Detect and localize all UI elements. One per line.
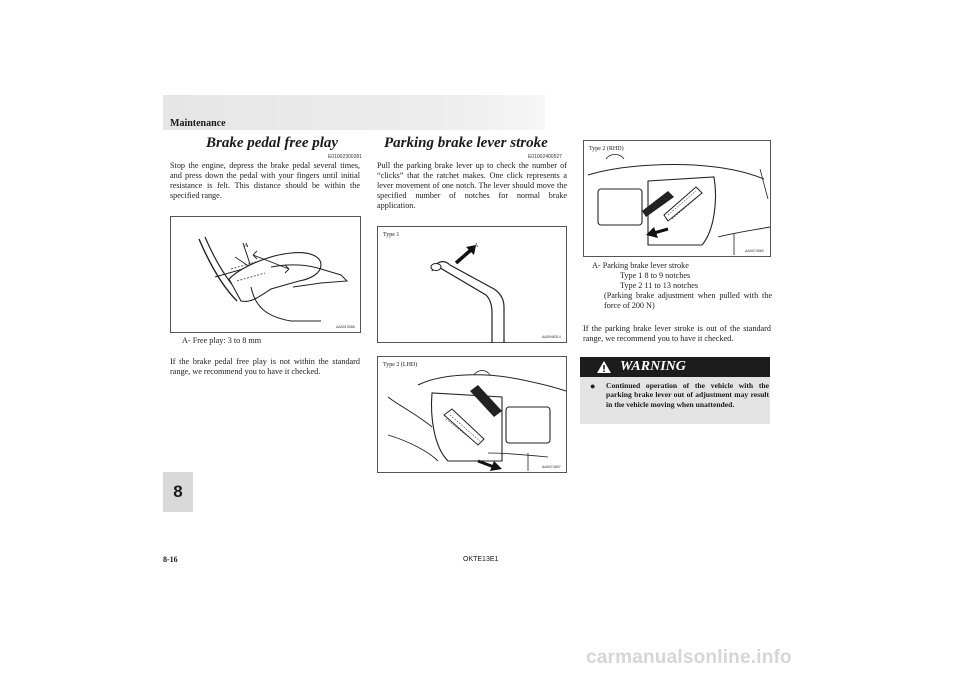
brake-pedal-after-text: If the brake pedal free play is not within the standard range, we recommend you to have it checked. <box>170 357 360 376</box>
parking-figure-type2-lhd-label: Type 2 (LHD) <box>383 362 418 368</box>
parking-after <box>583 324 771 344</box>
parking-caption-line3: Type 2 11 to 13 notches <box>620 281 699 290</box>
parking-lever-type1-illustration <box>378 227 568 344</box>
brake-pedal-caption-letter: A- <box>182 336 191 345</box>
warning-triangle-icon <box>596 360 612 374</box>
brake-pedal-figure <box>170 216 361 333</box>
document-code: OKTE13E1 <box>463 556 499 563</box>
brake-pedal-after <box>170 357 360 377</box>
warning-header <box>580 357 770 377</box>
parking-figure-type2-rhd-label: Type 2 (RHD) <box>589 146 624 152</box>
parking-caption-line4: (Parking brake adjustment when pulled with the force of 200 N) <box>604 291 772 310</box>
brake-pedal-figure-marker: A <box>244 243 249 249</box>
warning-text: Continued operation of the vehicle with the parking brake lever out of adjustment may result in the vehicle moving when unattended. <box>606 381 769 409</box>
parking-figure-type2-lhd <box>377 356 567 473</box>
parking-figure-type2-rhd <box>583 140 771 257</box>
header-title: Maintenance <box>170 118 226 129</box>
parking-brake-code: E01002400527 <box>528 154 562 160</box>
brake-pedal-figure-code: AA0013086 <box>336 325 355 329</box>
parking-brake-title: Parking brake lever stroke <box>384 135 548 151</box>
parking-figure-type1-code: AA0048314 <box>542 335 561 339</box>
parking-figure-type2-lhd-code: AA0074557 <box>542 465 561 469</box>
brake-pedal-title: Brake pedal free play <box>206 135 339 151</box>
parking-brake-body <box>377 161 567 211</box>
parking-caption-letter: A- <box>592 261 601 270</box>
warning-bullet-icon: ● <box>590 381 596 391</box>
parking-figure-type1-marker: A <box>474 243 479 249</box>
parking-caption-line2: Type 1 8 to 9 notches <box>620 271 691 280</box>
parking-brake-body-text: Pull the parking brake lever up to check the number of “clicks” that the ratchet makes. One click represents a lever movement of one notch. The lever should move the specified number of notches for normal brake application. <box>377 161 567 210</box>
brake-pedal-caption <box>182 336 261 346</box>
parking-caption-line1: Parking brake lever stroke <box>602 261 689 270</box>
parking-figure-type1-label: Type 1 <box>383 232 400 238</box>
page-number: 8-16 <box>163 555 178 564</box>
brake-pedal-code: E01002300281 <box>328 154 362 160</box>
brake-pedal-body-text: Stop the engine, depress the brake pedal several times, and press down the pedal with your fingers until initial resistance is felt. This distance should be within the specified range. <box>170 161 360 200</box>
parking-lever-type2-rhd-illustration <box>584 141 772 258</box>
parking-after-text: If the parking brake lever stroke is out of the standard range, we recommend you to have it checked. <box>583 324 771 343</box>
brake-pedal-illustration <box>171 217 362 334</box>
parking-lever-type2-lhd-illustration <box>378 357 568 474</box>
warning-title: WARNING <box>620 359 686 374</box>
watermark: carmanualsonline.info <box>586 647 792 668</box>
brake-pedal-body <box>170 161 360 201</box>
parking-caption <box>592 261 772 311</box>
brake-pedal-caption-text: Free play: 3 to 8 mm <box>192 336 262 345</box>
parking-figure-type2-rhd-code: AA0074560 <box>745 249 764 253</box>
parking-figure-type1 <box>377 226 567 343</box>
section-tab: 8 <box>163 472 193 512</box>
